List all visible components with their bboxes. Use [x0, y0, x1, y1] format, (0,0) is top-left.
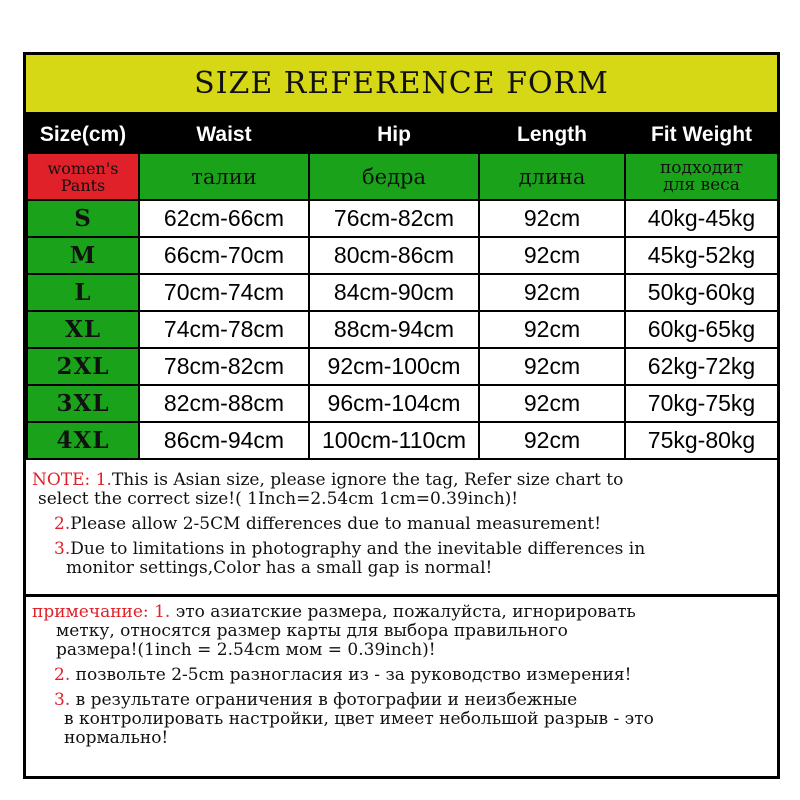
women-label-line1: women's	[47, 158, 119, 178]
header-length: Length	[479, 116, 625, 153]
table-row	[27, 274, 778, 311]
note-label: примечание:	[32, 602, 149, 622]
table-row	[27, 200, 778, 237]
length-cell: 92cm	[479, 385, 625, 422]
note-text-cont: нормально!	[64, 728, 169, 748]
size-label: L	[27, 274, 139, 311]
note-text: в результате ограничения в фотографии и неизбежные	[75, 690, 578, 710]
subheader-row	[27, 153, 778, 200]
header-waist: Waist	[139, 116, 309, 153]
subheader-waist: талии	[139, 153, 309, 200]
russian-note-3	[32, 691, 771, 748]
size-label: M	[27, 237, 139, 274]
english-note-3	[32, 540, 771, 578]
size-label: 4XL	[27, 422, 139, 459]
chart-title: SIZE REFERENCE FORM	[26, 55, 777, 115]
weight-cell: 70kg-75kg	[625, 385, 778, 422]
fit-label-line1: подходит	[659, 157, 744, 178]
table-row	[27, 385, 778, 422]
weight-cell: 45kg-52kg	[625, 237, 778, 274]
women-pants-label	[27, 153, 139, 200]
russian-note-2	[32, 666, 771, 685]
note-text-cont: select the correct size!( 1Inch=2.54cm 1cm=0.39inch)!	[38, 489, 519, 509]
size-chart-frame	[23, 52, 780, 779]
waist-cell: 82cm-88cm	[139, 385, 309, 422]
hip-cell: 100cm-110cm	[309, 422, 479, 459]
russian-note-1	[32, 603, 771, 660]
hip-cell: 92cm-100cm	[309, 348, 479, 385]
size-table	[26, 115, 779, 460]
waist-cell: 62cm-66cm	[139, 200, 309, 237]
waist-cell: 78cm-82cm	[139, 348, 309, 385]
hip-cell: 88cm-94cm	[309, 311, 479, 348]
women-label-line2: Pants	[60, 175, 106, 195]
size-label: 3XL	[27, 385, 139, 422]
note-text-cont: метку, относятся размер карты для выбора правильного	[56, 621, 568, 641]
length-cell: 92cm	[479, 274, 625, 311]
weight-cell: 40kg-45kg	[625, 200, 778, 237]
russian-notes	[26, 597, 777, 776]
subheader-length: длина	[479, 153, 625, 200]
note-number: 3.	[54, 539, 71, 559]
waist-cell: 86cm-94cm	[139, 422, 309, 459]
subheader-fit	[625, 153, 778, 200]
header-size: Size(cm)	[27, 116, 139, 153]
note-text-cont: в контролировать настройки, цвет имеет небольшой разрыв - это	[64, 709, 654, 729]
length-cell: 92cm	[479, 311, 625, 348]
size-label: 2XL	[27, 348, 139, 385]
note-text-cont: monitor settings,Color has a small gap is normal!	[66, 558, 493, 578]
length-cell: 92cm	[479, 237, 625, 274]
size-label: S	[27, 200, 139, 237]
size-label: XL	[27, 311, 139, 348]
length-cell: 92cm	[479, 348, 625, 385]
note-number: 1.	[154, 602, 171, 622]
subheader-hip: бедра	[309, 153, 479, 200]
note-number: 2.	[54, 514, 71, 534]
weight-cell: 60kg-65kg	[625, 311, 778, 348]
waist-cell: 66cm-70cm	[139, 237, 309, 274]
table-row	[27, 237, 778, 274]
note-text: This is Asian size, please ignore the tag, Refer size chart to	[111, 470, 624, 490]
header-row	[27, 116, 778, 153]
note-text: это азиатские размера, пожалуйста, игнорировать	[175, 602, 636, 622]
note-text: позвольте 2-5cm разногласия из - за руководство измерения!	[75, 665, 632, 685]
note-number: 3.	[54, 690, 71, 710]
weight-cell: 50kg-60kg	[625, 274, 778, 311]
note-text: Please allow 2-5CM differences due to manual measurement!	[70, 514, 602, 534]
table-row	[27, 422, 778, 459]
hip-cell: 80cm-86cm	[309, 237, 479, 274]
table-row	[27, 348, 778, 385]
hip-cell: 76cm-82cm	[309, 200, 479, 237]
header-hip: Hip	[309, 116, 479, 153]
note-number: 2.	[54, 665, 71, 685]
length-cell: 92cm	[479, 422, 625, 459]
weight-cell: 62kg-72kg	[625, 348, 778, 385]
english-notes	[26, 465, 777, 597]
fit-label-line2: для веса	[663, 174, 740, 195]
waist-cell: 74cm-78cm	[139, 311, 309, 348]
note-number: 1.	[95, 470, 112, 490]
table-row	[27, 311, 778, 348]
header-fit-weight: Fit Weight	[625, 116, 778, 153]
english-note-2	[32, 515, 771, 534]
hip-cell: 96cm-104cm	[309, 385, 479, 422]
english-note-1	[32, 471, 771, 509]
note-text-cont: размера!(1inch = 2.54cm мом = 0.39inch)!	[56, 640, 436, 660]
note-label: NOTE:	[32, 470, 91, 490]
waist-cell: 70cm-74cm	[139, 274, 309, 311]
note-text: Due to limitations in photography and the inevitable differences in	[70, 539, 646, 559]
length-cell: 92cm	[479, 200, 625, 237]
weight-cell: 75kg-80kg	[625, 422, 778, 459]
hip-cell: 84cm-90cm	[309, 274, 479, 311]
